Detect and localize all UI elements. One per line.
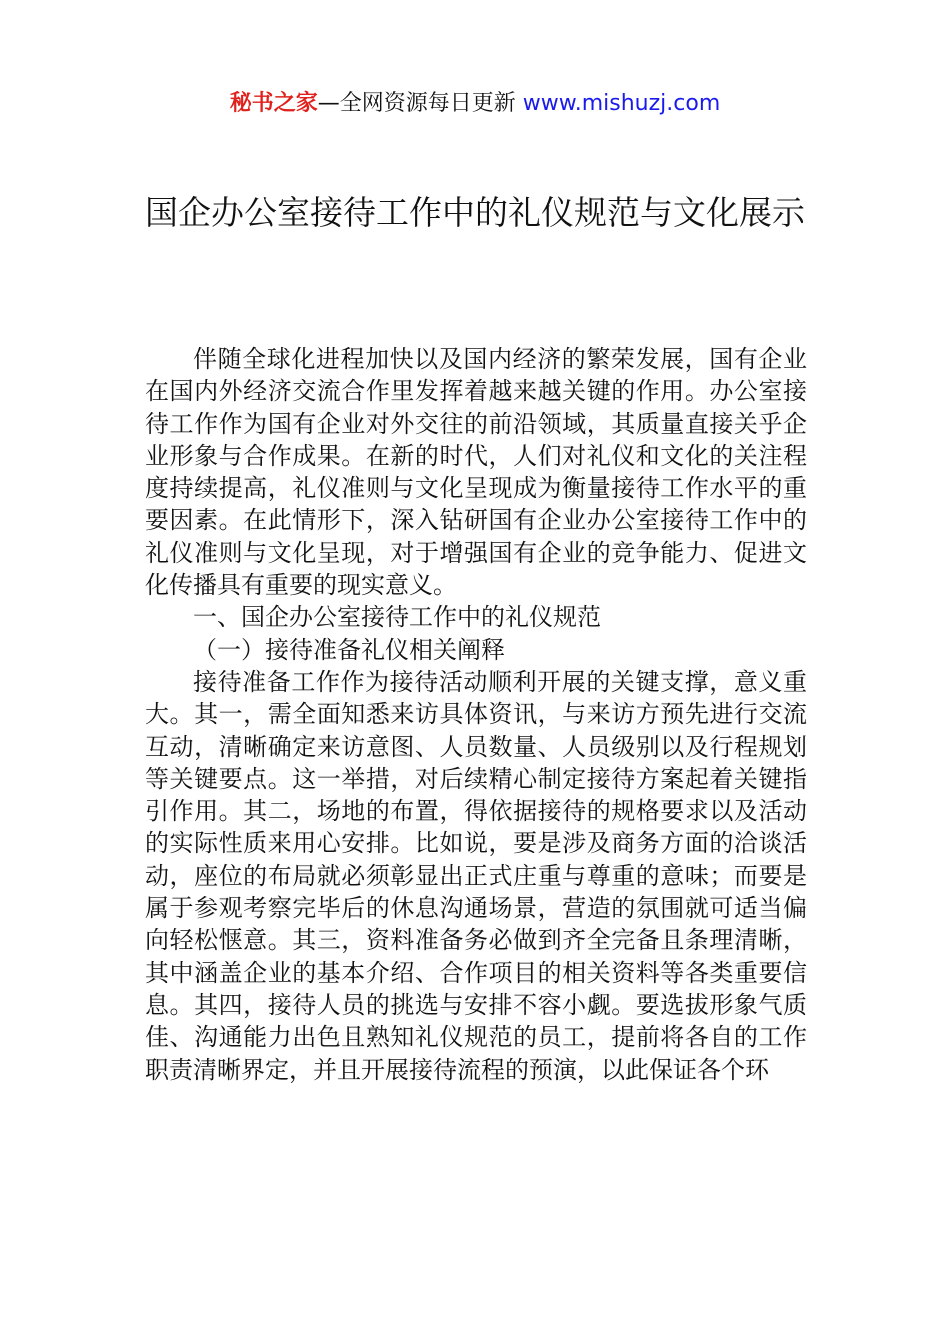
subsection-heading: （一）接待准备礼仪相关阐释 [193,635,505,664]
document-body [145,343,807,1086]
intro-paragraph: 伴随全球化进程加快以及国内经济的繁荣发展，国有企业在国内外经济交流合作里发挥着越来越关键的作用。办公室接待工作作为国有企业对外交往的前沿领域，其质量直接关乎企业形象与合作成果。在新的时代，人们对礼仪和文化的关注程度持续提高，礼仪准则与文化呈现成为衡量接待工作水平的重要因素。在此情形下，深入钻研国有企业办公室接待工作中的礼仪准则与文化呈现，对于增强国有企业的竞争能力、促进文化传播具有重要的现实意义。 [145,345,807,600]
body-paragraph: 接待准备工作作为接待活动顺利开展的关键支撑，意义重大。其一，需全面知悉来访具体资讯，与来访方预先进行交流互动，清晰确定来访意图、人员数量、人员级别以及行程规划等关键要点。这一举措，对后续精心制定接待方案起着关键指引作用。其二，场地的布置，得依据接待的规格要求以及活动的实际性质来用心安排。比如说，要是涉及商务方面的洽谈活动，座位的布局就必须彰显出正式庄重与尊重的意味；而要是属于参观考察完毕后的休息沟通场景，营造的氛围就可适当偏向轻松惬意。其三，资料准备务必做到齐全完备且条理清晰，其中涵盖企业的基本介绍、合作项目的相关资料等各类重要信息。其四，接待人员的挑选与安排不容小觑。要选拔形象气质佳、沟通能力出色且熟知礼仪规范的员工，提前将各自的工作职责清晰界定，并且开展接待流程的预演，以此保证各个环 [145,667,807,1084]
site-brand: 秘书之家 [229,91,318,116]
section-heading: 一、国企办公室接待工作中的礼仪规范 [193,603,601,632]
header-dash: — [317,91,340,116]
site-header [0,88,950,120]
document-title: 国企办公室接待工作中的礼仪规范与文化展示 [145,193,805,232]
site-tagline: 全网资源每日更新 [339,91,516,116]
site-url-link[interactable]: www.mishuzj.com [522,91,721,116]
